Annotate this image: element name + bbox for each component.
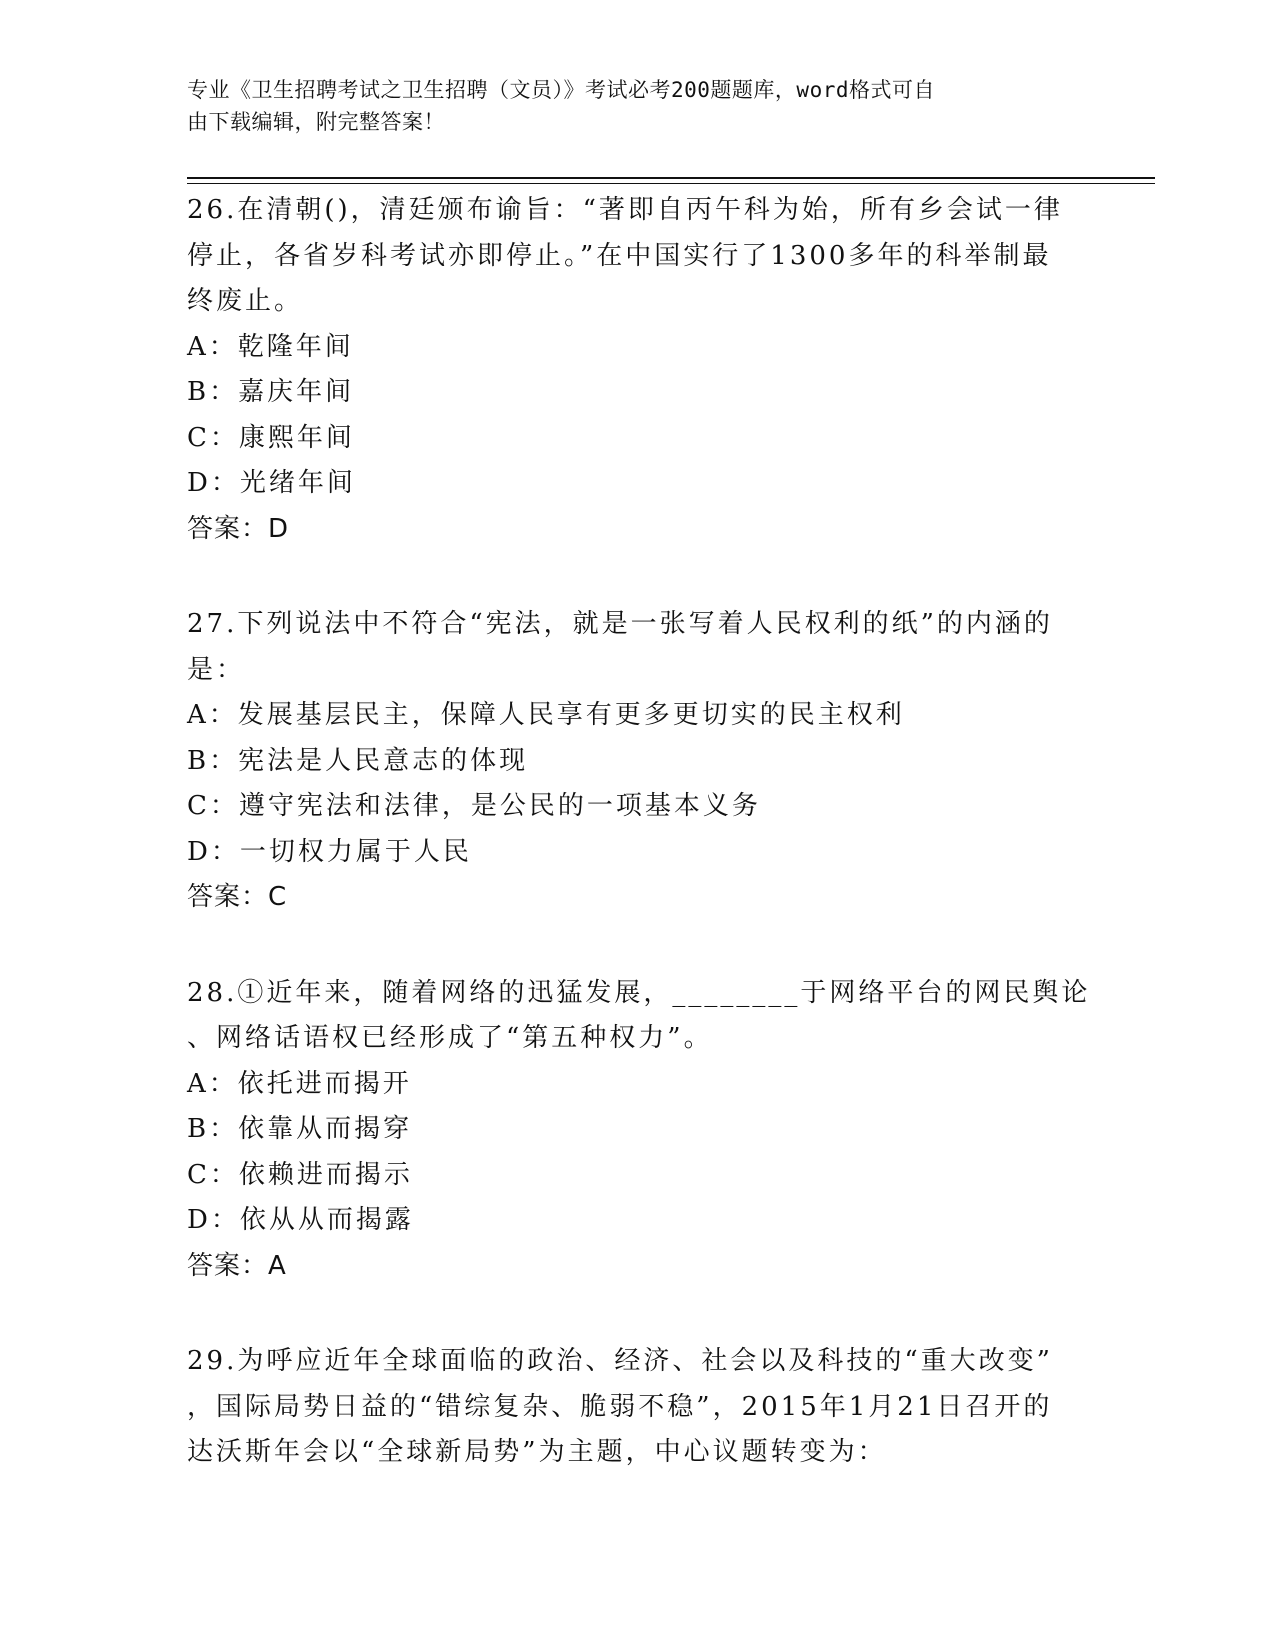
- header-line-1: 专业《卫生招聘考试之卫生招聘（文员）》考试必考200题题库，word格式可自: [187, 78, 935, 102]
- question-stem-line: 26.在清朝()，清廷颁布谕旨：“著即自丙午科为始，所有乡会试一律: [187, 195, 1063, 225]
- option-b: B：宪法是人民意志的体现: [187, 745, 529, 776]
- option-a: A：发展基层民主，保障人民享有更多更切实的民主权利: [187, 700, 905, 730]
- question-27: [187, 602, 1087, 921]
- header-divider-thin: [187, 183, 1155, 184]
- option-b: B：嘉庆年间: [187, 377, 355, 407]
- question-stem-line: 、网络话语权已经形成了“第五种权力”。: [187, 1023, 713, 1053]
- question-28: [187, 971, 1091, 1290]
- answer: 答案：A: [187, 1250, 287, 1281]
- question-29: [187, 1339, 1087, 1476]
- option-b: B：依靠从而揭穿: [187, 1114, 413, 1144]
- option-d: D：一切权力属于人民: [187, 836, 472, 867]
- option-c: C：康熙年间: [187, 422, 355, 453]
- question-stem-line: 27.下列说法中不符合“宪法，就是一张写着人民权利的纸”的内涵的: [187, 609, 1053, 639]
- answer: 答案：D: [187, 513, 290, 544]
- header-divider-thick: [187, 177, 1155, 179]
- question-stem-line: ，国际局势日益的“错综复杂、脆弱不稳”，2015年1月21日召开的: [187, 1391, 1053, 1422]
- option-a: A：乾隆年间: [187, 331, 354, 362]
- question-stem-line: 终废止。: [187, 286, 304, 316]
- header-line-2: 由下载编辑，附完整答案！: [187, 110, 445, 134]
- option-d: D：依从从而揭露: [187, 1205, 414, 1235]
- option-d: D：光绪年间: [187, 468, 356, 498]
- answer: 答案：C: [187, 882, 288, 912]
- question-stem-line: 达沃斯年会以“全球新局势”为主题，中心议题转变为：: [187, 1437, 887, 1467]
- document-header: [187, 74, 1077, 138]
- question-stem-line: 28.①近年来，随着网络的迅猛发展，________于网络平台的网民舆论: [187, 977, 1091, 1008]
- question-stem-line: 是：: [187, 654, 246, 685]
- question-stem-line: 29.为呼应近年全球面临的政治、经济、社会以及科技的“重大改变”: [187, 1346, 1053, 1376]
- option-a: A：依托进而揭开: [187, 1068, 412, 1099]
- option-c: C：依赖进而揭示: [187, 1159, 413, 1190]
- question-26: [187, 188, 1087, 552]
- option-c: C：遵守宪法和法律，是公民的一项基本义务: [187, 791, 761, 821]
- question-stem-line: 停止，各省岁科考试亦即停止。”在中国实行了1300多年的科举制最: [187, 240, 1052, 271]
- question-list: [187, 188, 1091, 1526]
